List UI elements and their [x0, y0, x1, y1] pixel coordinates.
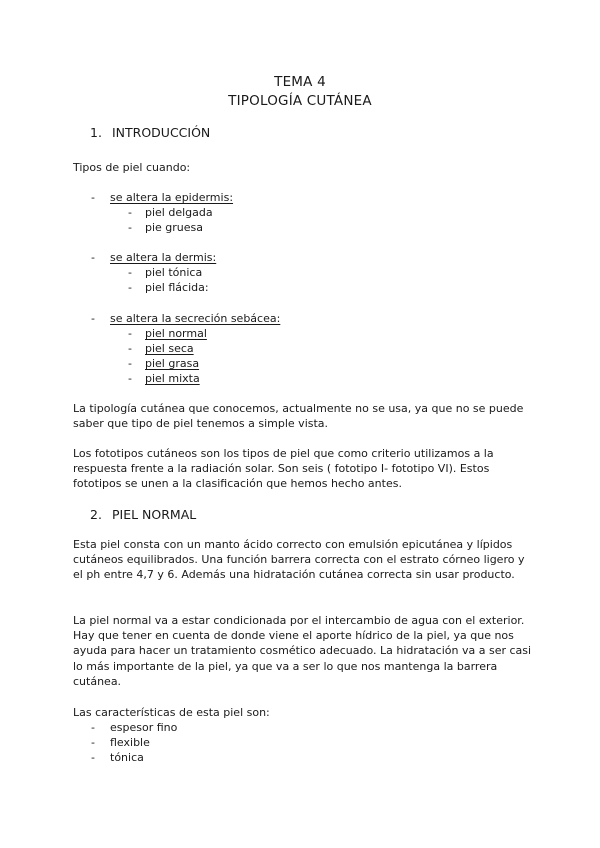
list-item: piel normal — [145, 327, 207, 340]
list-dash: - — [128, 266, 132, 279]
list-dash: - — [128, 372, 132, 385]
intro-paragraph-2: Los fototipos cutáneos son los tipos de piel que como criterio utilizamos a la respuesta frente a la radiación solar. Son seis ( fototipo I- fototipo VI). Estos fototipos se unen a la clasificación que hemos hecho antes. — [73, 447, 494, 491]
list-dash: - — [91, 191, 95, 204]
list-item: piel tónica — [145, 266, 203, 279]
list-dash: - — [91, 721, 95, 734]
list-item: piel mixta — [145, 372, 200, 385]
normal-lead: Las características de esta piel son: — [73, 706, 270, 719]
section-heading-piel-normal — [90, 507, 196, 522]
normal-paragraph-1: Esta piel consta con un manto ácido correcto con emulsión epicutánea y lípidos cutáneos equilibrados. Una función barrera correcta con el estrato córneo ligero y el ph entre 4,7 y 6. Además una hidratación cutánea correcta sin usar producto. — [73, 538, 525, 582]
section-title: PIEL NORMAL — [111, 507, 197, 522]
section-number: 1. — [90, 125, 102, 140]
list-dash: - — [128, 281, 132, 294]
document-title-line1: TEMA 4 — [274, 74, 326, 90]
document-title-line2: TIPOLOGÍA CUTÁNEA — [228, 93, 372, 109]
list-item: piel grasa — [145, 357, 200, 370]
list-dash: - — [128, 327, 132, 340]
intro-lead: Tipos de piel cuando: — [73, 161, 191, 174]
list-dash: - — [91, 736, 95, 749]
list-dash: - — [91, 751, 95, 764]
list-item: piel flácida: — [145, 281, 209, 294]
group-heading-epidermis: se altera la epidermis: — [110, 191, 234, 204]
intro-paragraph-1: La tipología cutánea que conocemos, actualmente no se usa, ya que no se puede saber que tipo de piel tenemos a simple vista. — [73, 402, 524, 431]
list-dash: - — [128, 342, 132, 355]
list-item: flexible — [110, 736, 150, 749]
section-heading-introduccion — [90, 125, 210, 140]
list-item: pie gruesa — [145, 221, 204, 234]
list-item: piel delgada — [145, 206, 213, 219]
list-item: tónica — [110, 751, 144, 764]
group-heading-secrecion: se altera la secreción sebácea: — [110, 312, 281, 325]
list-dash: - — [91, 251, 95, 264]
list-item: espesor fino — [110, 721, 178, 734]
list-item: piel seca — [145, 342, 194, 355]
list-dash: - — [128, 357, 132, 370]
section-title: INTRODUCCIÓN — [111, 125, 211, 140]
list-dash: - — [128, 206, 132, 219]
section-number: 2. — [90, 507, 102, 522]
group-heading-dermis: se altera la dermis: — [110, 251, 217, 264]
list-dash: - — [91, 312, 95, 325]
list-dash: - — [128, 221, 132, 234]
normal-paragraph-2: La piel normal va a estar condicionada por el intercambio de agua con el exterior. Hay que tener en cuenta de donde viene el aporte hídrico de la piel, ya que nos ayuda para hacer un tratamiento cosmético adecuado. La hidratación va a ser casi lo más importante de la piel, ya que va a ser lo que nos mantenga la barrera cutánea. — [73, 614, 532, 688]
